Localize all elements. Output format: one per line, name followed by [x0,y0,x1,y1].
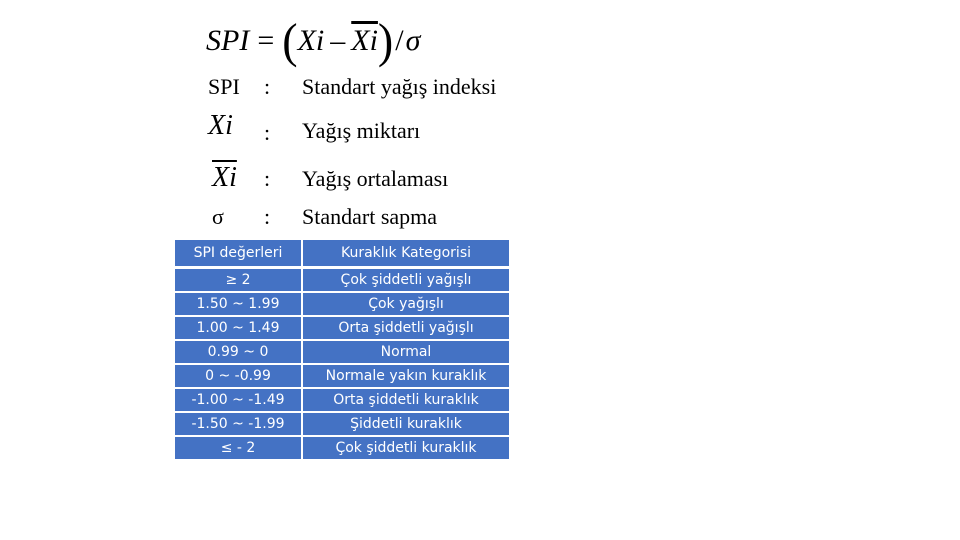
definition-symbol: Xi [208,110,233,141]
table-header-row [175,240,509,269]
formula-sigma: σ [405,24,421,57]
definition-colon: : [264,120,271,145]
table-row [175,365,509,389]
table-cell-category: Orta şiddetli kuraklık [303,389,509,413]
table-cell-category: Normal [303,341,509,365]
definition-colon: : [264,166,271,191]
definition-symbol: σ [212,204,224,229]
definition-xi-mean [200,160,520,200]
table-cell-spi: 1.50 ~ 1.99 [175,293,301,317]
table-row [175,269,509,293]
table-cell-category: Çok şiddetli yağışlı [303,269,509,293]
definition-colon: : [264,204,271,229]
formula-xi: Xi [297,24,325,57]
table-cell-category: Şiddetli kuraklık [303,413,509,437]
table-row [175,389,509,413]
table-cell-spi: 0 ~ -0.99 [175,365,301,389]
spi-formula [206,13,421,68]
table-cell-category: Çok yağışlı [303,293,509,317]
definition-colon: : [264,74,271,99]
formula-open-paren: ( [282,13,298,68]
table-header-category: Kuraklık Kategorisi [303,240,509,269]
definition-spi [200,74,520,114]
table-cell-category: Çok şiddetli kuraklık [303,437,509,461]
definition-text: Standart yağış indeksi [302,74,497,99]
formula-slash: / [395,24,404,57]
table-row [175,293,509,317]
table-row [175,341,509,365]
definition-text: Yağış miktarı [302,118,421,143]
table-cell-spi: ≥ 2 [175,269,301,293]
table-cell-spi: -1.00 ~ -1.49 [175,389,301,413]
table-header-spi: SPI değerleri [175,240,301,269]
table-cell-spi: 0.99 ~ 0 [175,341,301,365]
table-row [175,413,509,437]
definition-symbol: SPI [208,74,240,99]
definition-sigma [200,204,520,244]
formula-lhs: SPI [206,24,250,57]
formula-xi-mean: $\overline{Xi}$ [351,24,378,57]
definition-text: Yağış ortalaması [302,166,449,191]
formula-close-paren: ) [377,13,394,68]
table-cell-spi: -1.50 ~ -1.99 [175,413,301,437]
table-cell-category: Normale yakın kuraklık [303,365,509,389]
table-row [175,437,509,461]
formula-equals: = [257,24,275,57]
definition-text: Standart sapma [302,204,438,229]
definition-symbol: $\overline{Xi}$ [212,162,237,193]
table-cell-spi: ≤ - 2 [175,437,301,461]
table-cell-category: Orta şiddetli yağışlı [303,317,509,341]
table-row [175,317,509,341]
spi-category-table [173,240,511,461]
formula-minus: – [330,24,346,57]
table-cell-spi: 1.00 ~ 1.49 [175,317,301,341]
definition-xi [200,110,520,154]
